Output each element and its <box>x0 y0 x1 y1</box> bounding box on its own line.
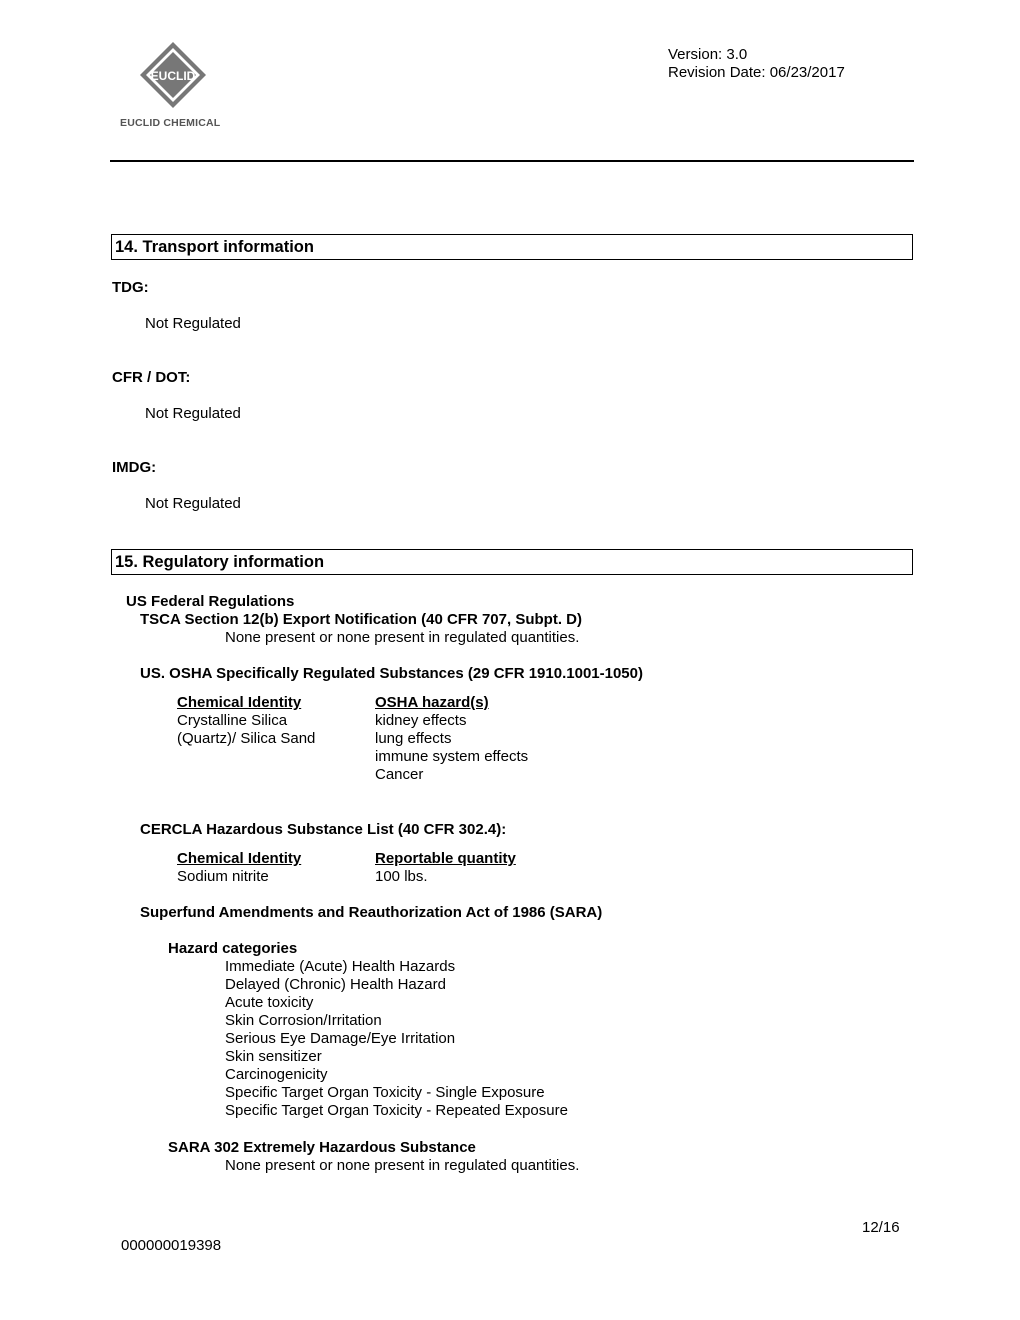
tdg-value: Not Regulated <box>145 315 241 332</box>
cercla-col-chemical-identity: Chemical Identity <box>177 850 302 867</box>
tsca-heading: TSCA Section 12(b) Export Notification (40 CFR 707, Subpt. D) <box>140 611 582 628</box>
osha-identity-line: (Quartz)/ Silica Sand <box>177 730 316 747</box>
document-number: 000000019398 <box>121 1237 222 1254</box>
hazard-category-item: Immediate (Acute) Health Hazards <box>225 958 456 975</box>
hazard-category-item: Skin sensitizer <box>225 1048 322 1065</box>
hazard-category-item: Delayed (Chronic) Health Hazard <box>225 976 446 993</box>
header-rule <box>110 160 914 162</box>
section-15-title: 15. Regulatory information <box>111 549 913 575</box>
logo-letters: EUCLID <box>150 69 196 83</box>
osha-col-hazards: OSHA hazard(s) <box>375 694 489 711</box>
imdg-value: Not Regulated <box>145 495 241 512</box>
cfr-dot-label: CFR / DOT: <box>112 369 191 386</box>
hazard-category-item: Carcinogenicity <box>225 1066 328 1083</box>
cercla-identity: Sodium nitrite <box>177 868 269 885</box>
cfr-dot-value: Not Regulated <box>145 405 241 422</box>
imdg-label: IMDG: <box>112 459 157 476</box>
tdg-label: TDG: <box>112 279 149 296</box>
cercla-heading: CERCLA Hazardous Substance List (40 CFR 302.4): <box>140 821 507 838</box>
us-federal-heading: US Federal Regulations <box>126 593 295 610</box>
section-14-title: 14. Transport information <box>111 234 913 260</box>
cercla-col-reportable-quantity: Reportable quantity <box>375 850 516 867</box>
hazard-category-item: Specific Target Organ Toxicity - Repeated Exposure <box>225 1102 568 1119</box>
osha-col-chemical-identity: Chemical Identity <box>177 694 302 711</box>
cercla-quantity: 100 lbs. <box>375 868 428 885</box>
page-number: 12/16 <box>862 1219 900 1236</box>
osha-identity-line: Crystalline Silica <box>177 712 288 729</box>
version-text: Version: 3.0 <box>668 46 748 63</box>
hazard-category-item: Serious Eye Damage/Eye Irritation <box>225 1030 456 1047</box>
euclid-diamond-logo-icon <box>138 40 208 110</box>
sara-heading: Superfund Amendments and Reauthorization Act of 1986 (SARA) <box>140 904 603 921</box>
revision-date-text: Revision Date: 06/23/2017 <box>668 64 845 81</box>
osha-hazard-item: lung effects <box>375 730 452 747</box>
osha-heading: US. OSHA Specifically Regulated Substances (29 CFR 1910.1001-1050) <box>140 665 643 682</box>
hazard-category-item: Specific Target Organ Toxicity - Single Exposure <box>225 1084 545 1101</box>
sara302-heading: SARA 302 Extremely Hazardous Substance <box>168 1139 476 1156</box>
hazard-category-item: Acute toxicity <box>225 994 314 1011</box>
sara302-value: None present or none present in regulated quantities. <box>225 1157 580 1174</box>
company-name: EUCLID CHEMICAL <box>120 117 221 129</box>
hazard-category-item: Skin Corrosion/Irritation <box>225 1012 382 1029</box>
company-logo <box>120 40 230 132</box>
tsca-value: None present or none present in regulated quantities. <box>225 629 580 646</box>
osha-hazard-item: Cancer <box>375 766 424 783</box>
osha-hazard-item: kidney effects <box>375 712 467 729</box>
osha-hazard-item: immune system effects <box>375 748 529 765</box>
hazard-categories-label: Hazard categories <box>168 940 298 957</box>
